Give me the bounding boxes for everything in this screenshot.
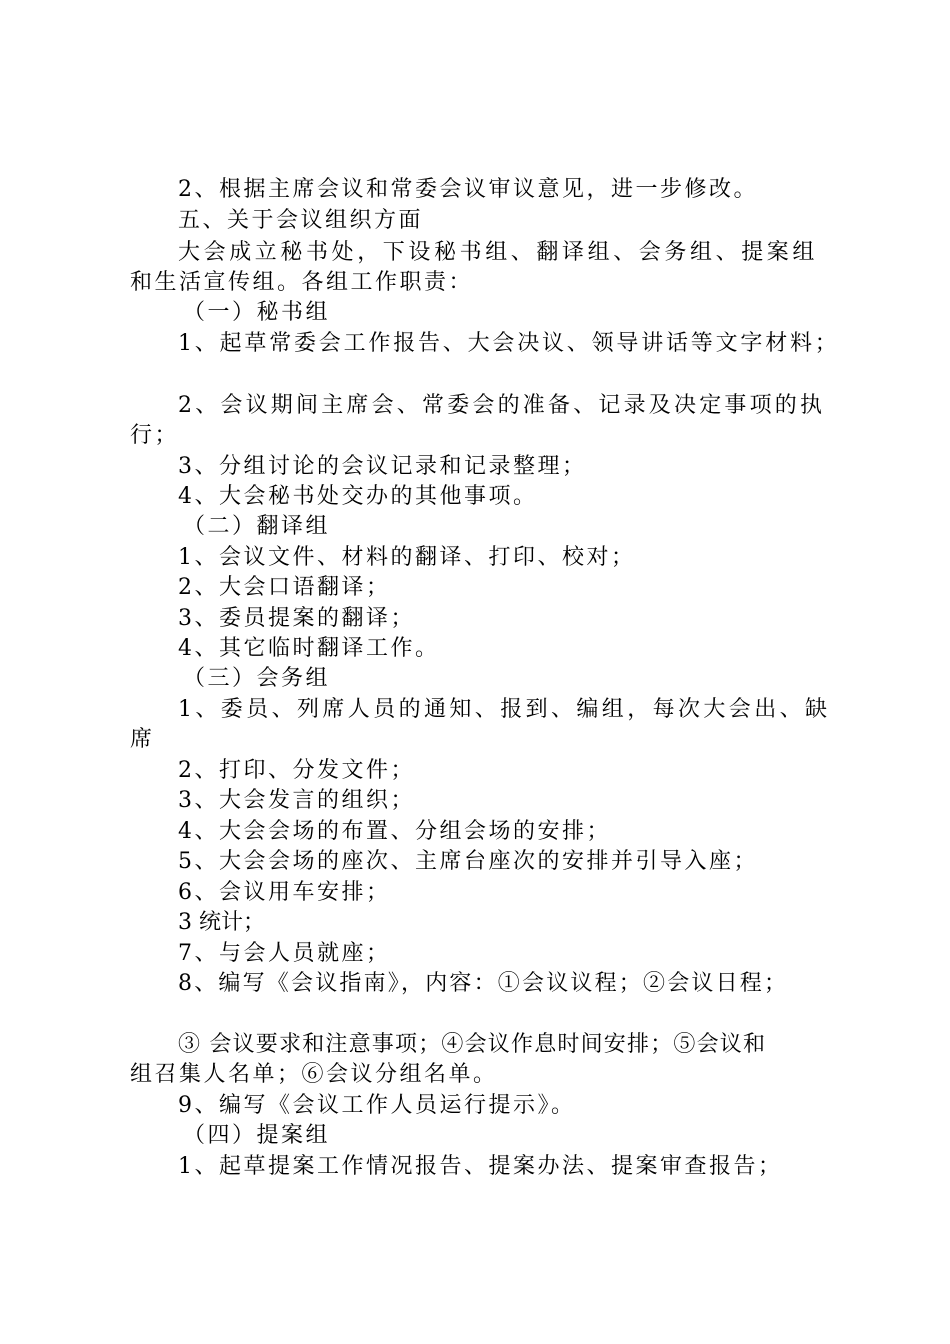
paragraph-line: 5、大会会场的座次、主席台座次的安排并引导入座； xyxy=(178,849,758,874)
paragraph-line: 和生活宣传组。各组工作职责： xyxy=(130,270,474,295)
paragraph-line: 4、大会会场的布置、分组会场的安排； xyxy=(178,819,611,844)
section-heading: 五、关于会议组织方面 xyxy=(178,208,424,233)
paragraph-line: 2、打印、分发文件； xyxy=(178,758,415,783)
paragraph-line: 2、会议期间主席会、常委会的准备、记录及决定事项的执 xyxy=(178,393,826,418)
paragraph-line: 4、其它临时翻译工作。 xyxy=(178,636,440,661)
paragraph-line: 组召集人名单；⑥会议分组名单。 xyxy=(130,1062,498,1087)
subsection-heading: （一）秘书组 xyxy=(183,300,331,325)
paragraph-line: 席 xyxy=(130,727,155,752)
paragraph-line: 3、分组讨论的会议记录和记录整理； xyxy=(178,454,587,479)
paragraph-line: 6、会议用车安排； xyxy=(178,880,391,905)
paragraph-line: 行； xyxy=(130,423,180,448)
paragraph-line: 2、大会口语翻译； xyxy=(178,575,391,600)
paragraph-line: 3、委员提案的翻译； xyxy=(178,606,415,631)
paragraph-line: ③ 会议要求和注意事项；④会议作息时间安排；⑤会议和 xyxy=(178,1032,767,1057)
subsection-heading: （三）会务组 xyxy=(183,666,331,691)
subsection-heading: （四）提案组 xyxy=(183,1123,331,1148)
paragraph-line: 3 统计； xyxy=(178,910,265,935)
paragraph-line: 7、与会人员就座； xyxy=(178,941,391,966)
paragraph-line: 4、大会秘书处交办的其他事项。 xyxy=(178,484,538,509)
paragraph-line: 1、会议文件、材料的翻译、打印、校对； xyxy=(178,545,636,570)
paragraph-line: 9、编写《会议工作人员运行提示》。 xyxy=(178,1093,576,1118)
paragraph-line: 1、起草常委会工作报告、大会决议、领导讲话等文字材料； xyxy=(178,331,840,356)
paragraph-line: 8、编写《会议指南》，内容：①会议议程；②会议日程； xyxy=(178,971,789,996)
paragraph-line: 3、大会发言的组织； xyxy=(178,788,415,813)
subsection-heading: （二）翻译组 xyxy=(183,514,331,539)
paragraph-line: 1、委员、列席人员的通知、报到、编组，每次大会出、缺 xyxy=(178,697,831,722)
paragraph-line: 1、起草提案工作情况报告、提案办法、提案审查报告； xyxy=(178,1154,783,1179)
paragraph-line: 大会成立秘书处，下设秘书组、翻译组、会务组、提案组 xyxy=(178,240,819,265)
paragraph-line: 2、根据主席会议和常委会议审议意见，进一步修改。 xyxy=(178,177,758,202)
